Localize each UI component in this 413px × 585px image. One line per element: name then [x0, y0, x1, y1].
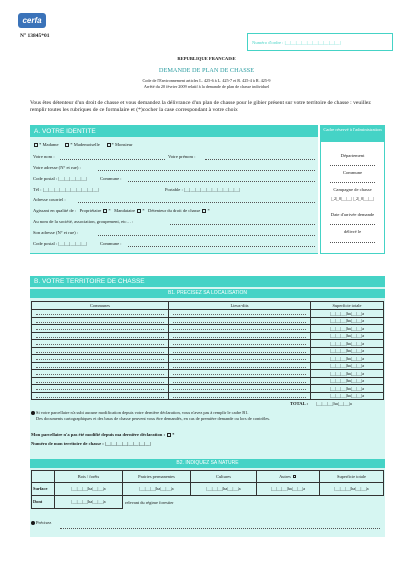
- son-adresse-label: Son adresse (N° et rue) :: [33, 230, 79, 235]
- commune-cell[interactable]: [32, 340, 169, 348]
- table-row: [32, 385, 384, 393]
- col-bois: Bois / forêts: [55, 471, 123, 483]
- superficie-cell[interactable]: |__|__|__|ha|__|__|a: [311, 340, 384, 348]
- lieu-dit-cell[interactable]: [169, 317, 311, 325]
- col-superficie: Superficie totale: [311, 302, 384, 310]
- code-postal-field[interactable]: Code postal : |__|__|__|__|__|: [33, 176, 87, 181]
- prenom-label: Votre prénom :: [168, 154, 196, 159]
- superficie-cell[interactable]: |__|__|__|ha|__|__|a: [311, 347, 384, 355]
- admin-delivre: délivré le: [343, 229, 362, 234]
- proprietaire-checkbox[interactable]: [103, 209, 107, 213]
- qualite-label: Agissant en qualité de :: [33, 208, 77, 213]
- commune-cell[interactable]: [32, 317, 169, 325]
- commune-cell[interactable]: [32, 370, 169, 378]
- societe-field[interactable]: [170, 224, 315, 225]
- qualite-row: Agissant en qualité de : Propriétaire * Mandataire * Détenteur du droit de chasse *: [33, 208, 210, 213]
- lieu-dit-cell[interactable]: [169, 340, 311, 348]
- col-cultures: Cultures: [191, 471, 257, 483]
- cerfa-logo: cerfa: [18, 13, 46, 28]
- lieu-dit-cell[interactable]: [169, 370, 311, 378]
- b2-header: B2. INDIQUEZ SA NATURE: [30, 459, 385, 468]
- parcellaire-row: Mon parcellaire n'a pas été modifié depuis ma dernière déclaration : *: [31, 432, 175, 437]
- mandataire-label: Mandataire: [114, 208, 136, 213]
- note-2: Des documents cartographiques et des baux de chasse peuvent vous être demandés, en cas de première demande ou lors de contrôles.: [36, 416, 271, 421]
- detenteur-checkbox[interactable]: [202, 209, 206, 213]
- dont-value[interactable]: |__|__|__|ha|__|__|a: [55, 496, 123, 509]
- admin-campagne-field[interactable]: |_2|_0|__|__| |_2|_0|__|__|: [331, 196, 374, 201]
- commune-cell[interactable]: [32, 385, 169, 393]
- info-bullet-icon: [31, 411, 35, 415]
- autres-marker-icon: [293, 475, 296, 478]
- table-row: [32, 355, 384, 363]
- lieu-dit-cell[interactable]: [169, 310, 311, 318]
- nom-field[interactable]: [60, 159, 165, 160]
- localisation-table: [31, 301, 384, 400]
- numero-territoire-field[interactable]: Numéro de mon territoire de chasse : |__|__|__|__|__|__|__|__|: [31, 441, 151, 446]
- col-autres: Autres: [257, 471, 320, 483]
- son-adresse-field[interactable]: [98, 235, 315, 236]
- commune-cell[interactable]: [32, 377, 169, 385]
- civility-row: * Madame * Mademoiselle * Monsieur: [33, 142, 133, 147]
- lieu-dit-cell[interactable]: [169, 377, 311, 385]
- commune-cell[interactable]: [32, 362, 169, 370]
- admin-departement: Département: [340, 153, 365, 158]
- lieu-dit-cell[interactable]: [169, 355, 311, 363]
- table-row: [32, 325, 384, 333]
- admin-delivre-field[interactable]: [330, 242, 375, 243]
- note-1: Si votre parcellaire n'a subi aucune modification depuis votre dernière déclaration, vous n'avez pas à remplir le cadre B1.: [31, 410, 383, 415]
- superficie-cell[interactable]: |__|__|__|ha|__|__|a: [311, 362, 384, 370]
- mandataire-checkbox[interactable]: [137, 209, 141, 213]
- commune-label: Commune :: [100, 176, 122, 181]
- commune-cell[interactable]: [32, 347, 169, 355]
- superficie-cell[interactable]: |__|__|__|ha|__|__|a: [311, 370, 384, 378]
- col-superficie-totale: Superficie totale: [320, 471, 384, 483]
- superficie-cell[interactable]: |__|__|__|ha|__|__|a: [311, 385, 384, 393]
- table-row: [32, 310, 384, 318]
- dont-text: relevant du régime forestier: [123, 496, 384, 509]
- admin-title: Cadre réservé à l'administration: [320, 125, 385, 142]
- col-communes: Communes: [32, 302, 169, 310]
- table-row: [32, 317, 384, 325]
- table-row: [32, 362, 384, 370]
- superficie-cell[interactable]: |__|__|__|ha|__|__|a: [311, 332, 384, 340]
- lieu-dit-cell[interactable]: [169, 325, 311, 333]
- table-row: [32, 377, 384, 385]
- mademoiselle-label: Mademoiselle: [73, 142, 100, 147]
- precisez-row: Précisez: [31, 520, 51, 525]
- lieu-dit-cell[interactable]: [169, 362, 311, 370]
- table-row: [32, 340, 384, 348]
- intro-text: Vous êtes détenteur d'un droit de chasse et vous demandez la délivrance d'un plan de chasse pour le gibier présent sur votre territoire de chasse : veuillez remplir toutes les rubriques de ce formulaire et (*)cocher la case correspondant à votre choix: [30, 100, 371, 114]
- commune2-field[interactable]: [128, 246, 315, 247]
- row-dont-label: Dont: [32, 496, 55, 509]
- surface-bois[interactable]: |__|__|__|ha|__|__|a: [55, 483, 123, 496]
- admin-commune-field[interactable]: [330, 182, 375, 183]
- table-row: [32, 332, 384, 340]
- monsieur-checkbox[interactable]: [107, 143, 111, 147]
- superficie-cell[interactable]: |__|__|__|ha|__|__|a: [311, 355, 384, 363]
- societe-label: Au nom de la société, association, groupement, etc… :: [33, 219, 134, 224]
- lieu-dit-cell[interactable]: [169, 385, 311, 393]
- madame-checkbox[interactable]: [34, 143, 38, 147]
- admin-commune: Commune: [342, 170, 363, 175]
- surface-totale[interactable]: |__|__|__|ha|__|__|a: [320, 483, 384, 496]
- table-row: [32, 370, 384, 378]
- nature-corner: [32, 471, 55, 483]
- monsieur-label: Monsieur: [114, 142, 133, 147]
- superficie-cell[interactable]: |__|__|__|ha|__|__|a: [311, 377, 384, 385]
- form-number: N° 13845*01: [20, 33, 50, 39]
- arrete-line: Arrêté du 20 février 2009 relatif à la demande de plan de chasse individuel: [143, 84, 270, 89]
- superficie-cell[interactable]: |__|__|__|ha|__|__|a: [311, 325, 384, 333]
- courriel-label: Adresse courriel :: [33, 197, 66, 202]
- code-postal2-field[interactable]: Code postal : |__|__|__|__|__|: [33, 241, 87, 246]
- madame-label: Madame: [42, 142, 59, 147]
- superficie-cell[interactable]: |__|__|__|ha|__|__|a: [311, 392, 384, 400]
- order-number-box[interactable]: Numéro d'ordre : |__|__|__|__|__|__|__|__|__|__|: [247, 33, 393, 51]
- nom-label: Votre nom :: [33, 154, 55, 159]
- section-a-title: A. VOTRE IDENTITE: [34, 128, 96, 135]
- mademoiselle-checkbox[interactable]: [65, 143, 69, 147]
- bullet-icon: [31, 521, 35, 525]
- row-surface-label: Surface: [32, 483, 55, 496]
- surface-prairies[interactable]: |__|__|__|ha|__|__|a: [123, 483, 191, 496]
- admin-date-arrivee: Date d'arrivée demande: [330, 212, 375, 217]
- commune-cell[interactable]: [32, 325, 169, 333]
- portable-field[interactable]: Portable : |__|__|__|__|__|__|__|__|__|__|: [165, 187, 240, 192]
- adresse-label: Votre adresse (N° et rue) :: [33, 165, 81, 170]
- nature-table: [31, 470, 384, 509]
- detenteur-label: Détenteur du droit de chasse: [148, 208, 201, 213]
- commune-cell[interactable]: [32, 355, 169, 363]
- commune-cell[interactable]: [32, 392, 169, 400]
- tel-field[interactable]: Tél : |__|__|__|__|__|__|__|__|__|__|: [33, 187, 99, 192]
- lieu-dit-cell[interactable]: [169, 392, 311, 400]
- section-b-title: B. VOTRE TERRITOIRE DE CHASSE: [30, 276, 385, 287]
- commune2-label: Commune :: [100, 241, 122, 246]
- page-title: DEMANDE DE PLAN DE CHASSE: [158, 67, 255, 74]
- total-label: TOTAL :: [290, 401, 309, 406]
- superficie-cell[interactable]: |__|__|__|ha|__|__|a: [311, 317, 384, 325]
- commune-field[interactable]: [128, 181, 315, 182]
- prenom-field[interactable]: [205, 159, 315, 160]
- admin-date-field[interactable]: [330, 224, 375, 225]
- admin-campagne: Campagne de chasse: [333, 187, 372, 192]
- commune-cell[interactable]: [32, 310, 169, 318]
- lieu-dit-cell[interactable]: [169, 332, 311, 340]
- table-row: [32, 392, 384, 400]
- parcellaire-checkbox[interactable]: [167, 433, 171, 437]
- table-row: [32, 347, 384, 355]
- lieu-dit-cell[interactable]: [169, 347, 311, 355]
- proprietaire-label: Propriétaire: [79, 208, 102, 213]
- code-line: Code de l'Environnement articles L. 425-6 à L. 425-7 et R. 425-4 à R. 425-9: [142, 78, 271, 83]
- courriel-field[interactable]: [78, 202, 315, 203]
- precisez-field[interactable]: [60, 528, 380, 529]
- republic-label: REPUBLIQUE FRANCAISE: [177, 56, 236, 61]
- b1-header: B1. PRECISEZ SA LOCALISATION: [30, 289, 385, 298]
- commune-cell[interactable]: [32, 332, 169, 340]
- adresse-field[interactable]: [98, 170, 315, 171]
- total-field[interactable]: |__|__|__|ha|__|__|a: [316, 401, 352, 406]
- surface-cultures[interactable]: |__|__|__|ha|__|__|a: [191, 483, 257, 496]
- col-lieux-dits: Lieux-dits: [169, 302, 311, 310]
- admin-departement-field[interactable]: [330, 165, 375, 166]
- superficie-cell[interactable]: |__|__|__|ha|__|__|a: [311, 310, 384, 318]
- col-prairies: Prairies permanentes: [123, 471, 191, 483]
- surface-autres[interactable]: |__|__|__|ha|__|__|a: [257, 483, 320, 496]
